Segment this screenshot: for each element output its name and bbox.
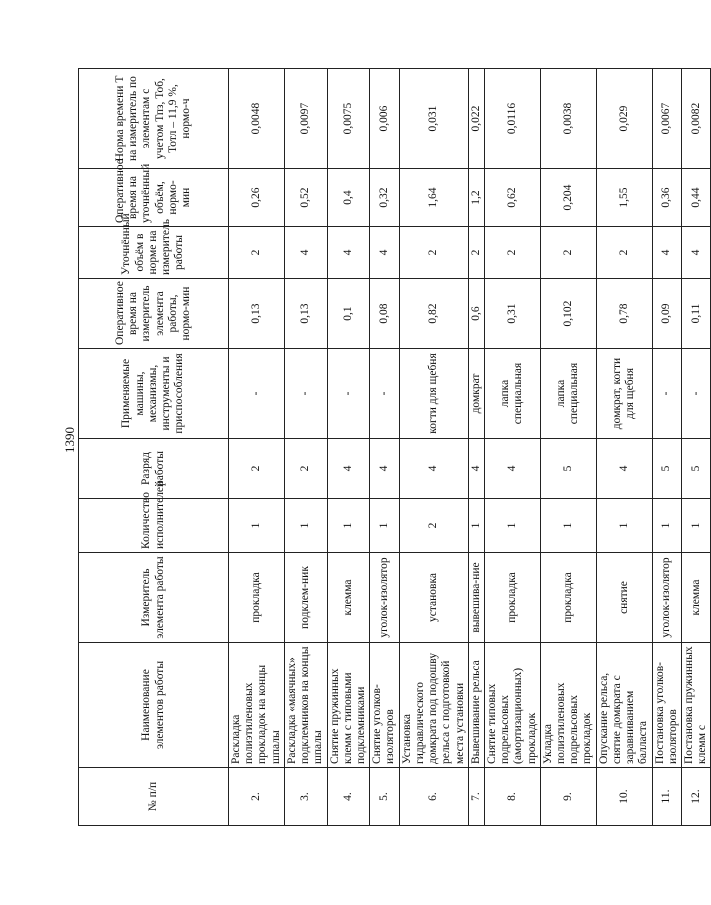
table-row [284,69,327,826]
time-norm-cell: 0,029 [596,69,652,169]
workers-count-cell: 1 [540,499,596,553]
workers-count-cell: 1 [682,499,711,553]
volume-cell: 4 [284,227,327,279]
work-grade-cell: 5 [682,439,711,499]
table-row [229,69,285,826]
row-number-cell: 6. [399,768,468,826]
time-norm-cell: 0,0067 [652,69,681,169]
work-grade-cell: 4 [468,439,484,499]
row-number-cell: 11. [652,768,681,826]
row-number-cell: 4. [327,768,370,826]
tools-cell: - [284,349,327,439]
volume-cell: 4 [652,227,681,279]
operative-time-cell: 0,08 [370,279,399,349]
table-row [652,69,681,826]
time-norm-cell: 0,0082 [682,69,711,169]
time-norm-cell: 0,0116 [484,69,540,169]
header-cell: Применяемые машины, механизмы, инструменты и приспособления [79,349,229,439]
operative-time-volume-cell: 1,64 [399,169,468,227]
volume-cell: 4 [682,227,711,279]
volume-cell: 4 [370,227,399,279]
work-grade-cell: 4 [484,439,540,499]
tools-cell: - [370,349,399,439]
workers-count-cell: 1 [370,499,399,553]
operative-time-volume-cell: 1,55 [596,169,652,227]
operative-time-cell: 0,82 [399,279,468,349]
table-row [596,69,652,826]
operative-time-cell: 0,09 [652,279,681,349]
element-name-cell: Вывешивание рельса [468,643,484,768]
tools-cell: домкрат [468,349,484,439]
row-number-cell: 7. [468,768,484,826]
row-number-cell: 10. [596,768,652,826]
element-name-cell: Раскладка «маячных» подклемников на концы шпалы [284,643,327,768]
header-cell: Наименование элементов работы [79,643,229,768]
operative-time-volume-cell: 1,2 [468,169,484,227]
volume-cell: 2 [484,227,540,279]
element-name-cell: Постановка пружинных клемм с [682,643,711,768]
row-number-cell: 8. [484,768,540,826]
row-number-cell: 5. [370,768,399,826]
work-grade-cell: 4 [327,439,370,499]
operative-time-cell: 0,13 [284,279,327,349]
operative-time-cell: 0,102 [540,279,596,349]
volume-cell: 2 [596,227,652,279]
unit-cell: уголок-изолятор [652,553,681,643]
volume-cell: 2 [399,227,468,279]
element-name-cell: Раскладка полиэтиленовых прокладок на концы шпалы [229,643,285,768]
tools-cell: лапка специальная [540,349,596,439]
work-grade-cell: 5 [652,439,681,499]
volume-cell: 2 [468,227,484,279]
unit-cell: вывешива-ние [468,553,484,643]
tools-cell: - [682,349,711,439]
table-container [78,68,709,826]
tools-cell: - [229,349,285,439]
operative-time-volume-cell: 0,36 [652,169,681,227]
workers-count-cell: 1 [652,499,681,553]
time-norm-cell: 0,0075 [327,69,370,169]
header-cell: Количество исполнителей [79,499,229,553]
operative-time-volume-cell: 0,52 [284,169,327,227]
operative-time-volume-cell: 0,204 [540,169,596,227]
element-name-cell: Укладка полиэтиленовых подрельсовых прокладок [540,643,596,768]
time-norm-cell: 0,0038 [540,69,596,169]
workers-count-cell: 1 [327,499,370,553]
element-name-cell: Снятие пружинных клемм с типовыми подклемниками [327,643,370,768]
workers-count-cell: 2 [399,499,468,553]
time-norm-cell: 0,0048 [229,69,285,169]
page-number: 1390 [62,427,77,453]
unit-cell: прокладка [229,553,285,643]
header-cell: Оперативное время на уточнённый объём, нормо-мин [79,169,229,227]
tools-cell: лапка специальная [484,349,540,439]
time-norm-cell: 0,031 [399,69,468,169]
header-cell: Оперативное время на измеритель элемента работы, нормо-мин [79,279,229,349]
work-grade-cell: 4 [370,439,399,499]
tools-cell: когти для щебня [399,349,468,439]
work-grade-cell: 2 [229,439,285,499]
operative-time-cell: 0,13 [229,279,285,349]
table-row [468,69,484,826]
time-norm-cell: 0,006 [370,69,399,169]
unit-cell: клемма [327,553,370,643]
header-cell: Уточнённый объём в норме на измеритель работы [79,227,229,279]
element-name-cell: Снятие типовых подрельсовых (амортизационных) прокладок [484,643,540,768]
workers-count-cell: 1 [484,499,540,553]
table-header-row [79,69,229,826]
work-norms-table [78,68,711,826]
workers-count-cell: 1 [284,499,327,553]
header-cell: Норма времени Т на измеритель по элементам с учетом Тпз, Тоб, Тотл – 11,9 %, нормо-ч [79,69,229,169]
table-row [484,69,540,826]
table-row [540,69,596,826]
operative-time-volume-cell: 0,32 [370,169,399,227]
time-norm-cell: 0,022 [468,69,484,169]
element-name-cell: Снятие уголков-изоляторов [370,643,399,768]
work-grade-cell: 4 [596,439,652,499]
unit-cell: уголок-изолятор [370,553,399,643]
unit-cell: прокладка [540,553,596,643]
unit-cell: установка [399,553,468,643]
tools-cell: - [652,349,681,439]
workers-count-cell: 1 [468,499,484,553]
operative-time-cell: 0,1 [327,279,370,349]
element-name-cell: Опускание рельса, снятие домкрата с заравниванием балласта [596,643,652,768]
operative-time-cell: 0,78 [596,279,652,349]
volume-cell: 4 [327,227,370,279]
element-name-cell: Установка гидравлического домкрата под подошву рельса с подготовкой места установки [399,643,468,768]
workers-count-cell: 1 [596,499,652,553]
workers-count-cell: 1 [229,499,285,553]
element-name-cell: Постановка уголков-изоляторов [652,643,681,768]
operative-time-volume-cell: 0,26 [229,169,285,227]
work-grade-cell: 5 [540,439,596,499]
tools-cell: - [327,349,370,439]
work-grade-cell: 4 [399,439,468,499]
operative-time-cell: 0,6 [468,279,484,349]
header-cell: № п/п [79,768,229,826]
header-cell: Измеритель элемента работы [79,553,229,643]
operative-time-volume-cell: 0,44 [682,169,711,227]
unit-cell: клемма [682,553,711,643]
table-row [399,69,468,826]
row-number-cell: 9. [540,768,596,826]
operative-time-volume-cell: 0,4 [327,169,370,227]
operative-time-cell: 0,31 [484,279,540,349]
table-row [370,69,399,826]
row-number-cell: 12. [682,768,711,826]
table-row [682,69,711,826]
unit-cell: подклем-ник [284,553,327,643]
table-row [327,69,370,826]
operative-time-cell: 0,11 [682,279,711,349]
operative-time-volume-cell: 0,62 [484,169,540,227]
row-number-cell: 3. [284,768,327,826]
tools-cell: домкрат, когти для щебня [596,349,652,439]
volume-cell: 2 [229,227,285,279]
unit-cell: прокладка [484,553,540,643]
unit-cell: снятие [596,553,652,643]
work-grade-cell: 2 [284,439,327,499]
header-cell: Разряд работы [79,439,229,499]
row-number-cell: 2. [229,768,285,826]
time-norm-cell: 0,0097 [284,69,327,169]
volume-cell: 2 [540,227,596,279]
rotated-table-frame [78,68,709,826]
